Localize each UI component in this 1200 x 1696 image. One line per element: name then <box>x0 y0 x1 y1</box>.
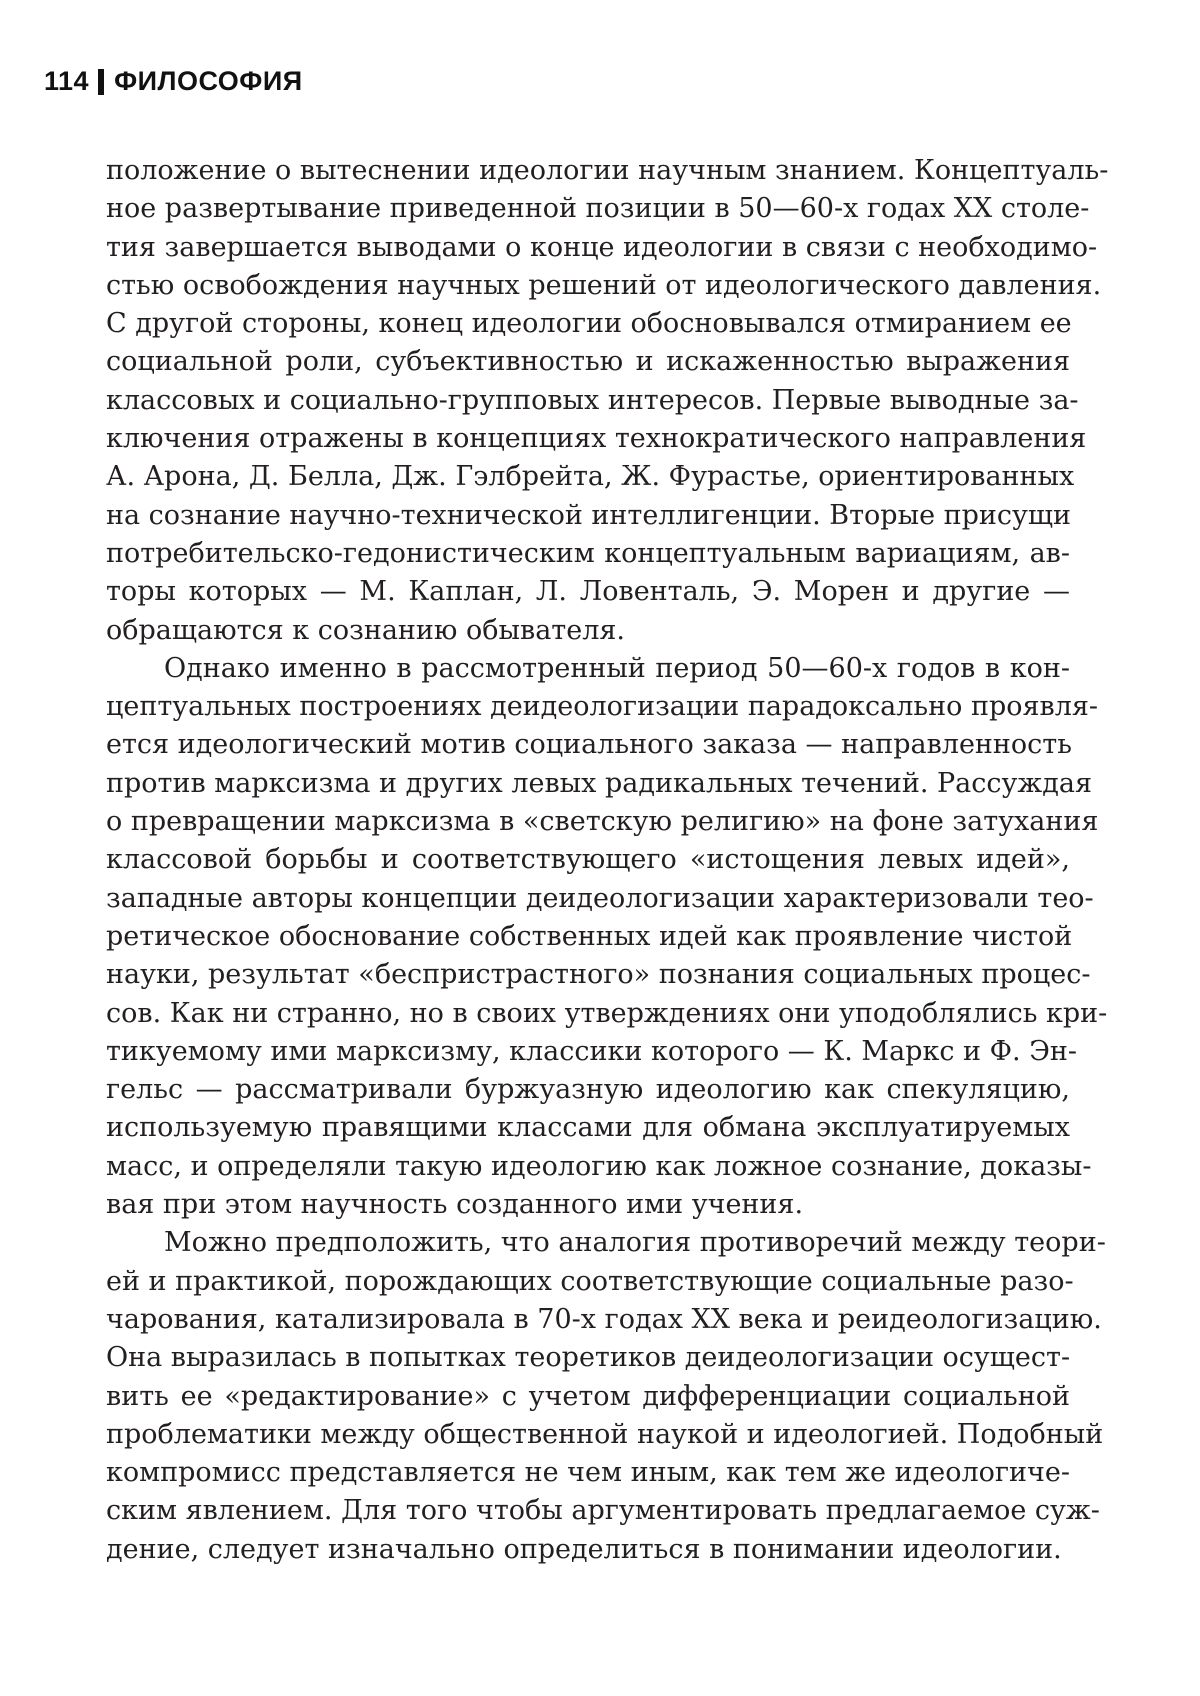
section-title: ФИЛОСОФИЯ <box>114 66 303 96</box>
text-line: чарования, катализировала в 70-х годах XX века и реидеологизацию. <box>106 1303 1102 1335</box>
text-line: торы которых — М. Каплан, Л. Ловенталь, Э. Морен и другие — <box>106 576 1070 608</box>
text-line: масс, и определяли такую идеологию как ложное сознание, доказы- <box>106 1150 1092 1182</box>
text-line: сов. Как ни странно, но в своих утверждениях они уподоблялись кри- <box>106 997 1108 1029</box>
text-line: вая при этом научность созданного ими учения. <box>106 1189 804 1221</box>
text-line: против марксизма и других левых радикальных течений. Рассуждая <box>106 767 1092 799</box>
body-text <box>106 152 1109 1569</box>
text-line: положение о вытеснении идеологии научным знанием. Концептуаль- <box>106 155 1109 186</box>
text-line: западные авторы концепции деидеологизации характеризовали тео- <box>106 882 1094 914</box>
text-line: о превращении марксизма в «светскую религию» на фоне затухания <box>106 806 1099 838</box>
text-line: А. Арона, Д. Белла, Дж. Гэлбрейта, Ж. Фурастье, ориентированных <box>106 461 1075 493</box>
text-line: науки, результат «беспристрастного» познания социальных процес- <box>106 959 1091 991</box>
text-line: классовых и социально-групповых интересов. Первые выводные за- <box>106 384 1079 416</box>
text-line: Она выразилась в попытках теоретиков деидеологизации осущест- <box>106 1342 1071 1374</box>
text-line: ским явлением. Для того чтобы аргументировать предлагаемое суж- <box>106 1495 1100 1527</box>
text-line: вить ее «редактирование» с учетом дифференциации социальной <box>106 1380 1070 1412</box>
text-line: ное развертывание приведенной позиции в 50—60-х годах XX столе- <box>106 193 1090 225</box>
paragraph <box>106 152 1109 650</box>
text-line: обращаются к сознанию обывателя. <box>106 614 625 646</box>
text-line: тикуемому ими марксизму, классики которого — К. Маркс и Ф. Эн- <box>106 1035 1077 1067</box>
text-line: стью освобождения научных решений от идеологического давления. <box>106 269 1102 301</box>
text-line: ключения отражены в концепциях технократического направления <box>106 423 1087 455</box>
text-line: используемую правящими классами для обмана эксплуатируемых <box>106 1112 1070 1144</box>
text-line: классовой борьбы и соответствующего «истощения левых идей», <box>106 844 1070 876</box>
text-line: Однако именно в рассмотренный период 50—60-х годов в кон- <box>164 652 1070 684</box>
text-line: Можно предположить, что аналогия противоречий между теори- <box>164 1227 1106 1259</box>
text-line: на сознание научно-технической интеллигенции. Вторые присущи <box>106 499 1072 531</box>
text-line: компромисс представляется не чем иным, как тем же идеологиче- <box>106 1457 1070 1489</box>
paragraph <box>106 650 1108 1224</box>
running-header <box>44 66 303 97</box>
text-line: ей и практикой, порождающих соответствующие социальные разо- <box>106 1265 1074 1297</box>
text-line: тия завершается выводами о конце идеологии в связи с необходимо- <box>106 231 1098 263</box>
text-line: гельс — рассматривали буржуазную идеологию как спекуляцию, <box>106 1074 1070 1106</box>
page-number: 114 <box>44 66 90 96</box>
text-line: ретическое обоснование собственных идей как проявление чистой <box>106 920 1073 952</box>
text-line: дение, следует изначально определиться в понимании идеологии. <box>106 1533 1062 1565</box>
text-line: потребительско-гедонистическим концептуальным вариациям, ав- <box>106 537 1070 569</box>
text-line: С другой стороны, конец идеологии обосновывался отмиранием ее <box>106 308 1072 340</box>
text-line: цептуальных построениях деидеологизации парадоксально проявля- <box>106 691 1099 723</box>
header-separator-bar <box>98 69 104 95</box>
text-line: ется идеологический мотив социального заказа — направленность <box>106 729 1072 761</box>
text-line: социальной роли, субъективностью и искаженностью выражения <box>106 346 1070 378</box>
paragraph <box>106 1224 1106 1569</box>
text-line: проблематики между общественной наукой и идеологией. Подобный <box>106 1418 1104 1450</box>
